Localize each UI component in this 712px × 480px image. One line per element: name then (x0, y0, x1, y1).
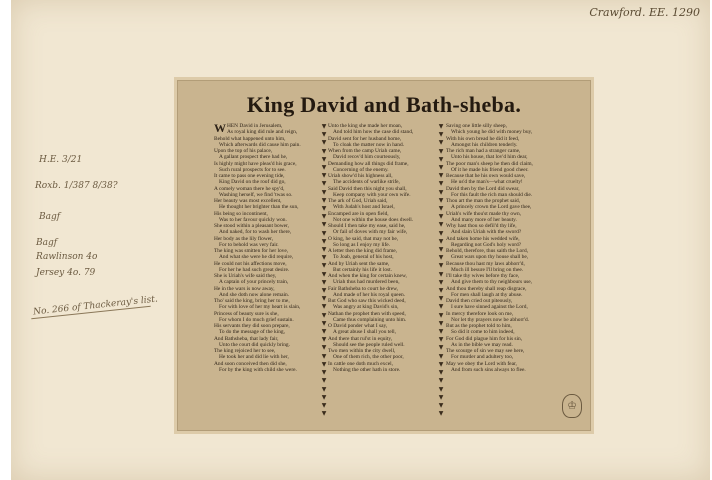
verse-line: Such rural prospects for to see. (219, 166, 286, 173)
verse-line: For murder and adultery too, (451, 354, 514, 361)
verse-line: His being so incontinent, (214, 210, 268, 217)
margin-note-he: H.E. 3/21 (39, 155, 83, 165)
verse-line: Should see the people ruled well. (333, 341, 405, 348)
ornament-glyph: ▼ (321, 352, 327, 360)
verse-line: The rich man had a stranger came, (446, 148, 521, 154)
ornament-glyph: ▼ (321, 385, 327, 393)
verse-line: Nothing the other hath in store. (333, 366, 401, 373)
ornament-glyph: ▼ (438, 205, 444, 213)
verse-line: Tho' said the king, bring her to me, (214, 298, 290, 304)
ornament-glyph: ▼ (321, 180, 327, 188)
ornament-glyph: ▼ (438, 410, 444, 418)
ornament-glyph: ▼ (321, 393, 327, 401)
ornament-glyph: ▼ (321, 410, 327, 418)
verse-line: Came thus complaining unto him. (333, 316, 407, 323)
verse-line: Nor let thy prayers now be abhorr'd. (451, 316, 530, 323)
verse-line: Nathan the prophet then with speed, (328, 310, 406, 317)
ornament-glyph: ▼ (321, 237, 327, 245)
ornament-glyph: ▼ (321, 360, 327, 368)
verse-line: David then by the Lord did swear, (446, 185, 520, 192)
verse-line: She stood within a pleasant bower, (214, 223, 289, 229)
verse-line: Her body as the lily flower, (214, 235, 274, 242)
verse-line: Of it he made his friend good cheer. (451, 166, 529, 173)
ornament-glyph: ▼ (321, 172, 327, 180)
ornament-glyph: ▼ (321, 328, 327, 336)
verse-line: He took her and did lie with her, (219, 354, 289, 361)
verse-line: Two men within the city dwell, (328, 348, 396, 354)
ornament-glyph: ▼ (438, 401, 444, 409)
ornament-glyph: ▼ (438, 123, 444, 130)
ornament-glyph: ▼ (321, 213, 327, 221)
ornament-glyph: ▼ (321, 229, 327, 237)
verse-line: With Judah's host and Israel, (333, 204, 395, 211)
verse-line: Fair Bathsheba to court he drew, (328, 285, 399, 292)
ornament-glyph: ▼ (438, 344, 444, 352)
ornament-glyph: ▼ (321, 155, 327, 163)
verse-line: Uriah thus had murdered been, (333, 279, 400, 286)
verse-line: And what she were he did require, (219, 254, 294, 261)
verse-line: For to behold was very fair. (219, 241, 279, 248)
verse-line: And by Uriah sent the same, (328, 260, 390, 267)
verse-line: For whom I do much grief sustain. (219, 316, 294, 323)
verse-line: But God who saw this wicked deed, (328, 298, 406, 304)
verse-line: Great wars upon thy house shall be, (451, 254, 529, 261)
verse-line: A princely crown the Lord gave thee, (451, 204, 532, 211)
verse-line: A comely woman there he spy'd, (214, 185, 285, 192)
ornament-glyph: ▼ (321, 147, 327, 155)
ornament-glyph: ▼ (438, 360, 444, 368)
ornament-glyph: ▼ (438, 328, 444, 336)
verse-line: The accidents of warlike strife, (333, 179, 400, 186)
verse-line: In cattle one doth much excel, (328, 360, 393, 367)
margin-note-rawlinson: Rawlinson 4o (36, 252, 98, 262)
verse-line: Princess of beauty sure is she, (214, 310, 279, 317)
ornament-glyph: ▼ (321, 246, 327, 254)
ornament-glyph: ▼ (438, 221, 444, 229)
ornament-glyph: ▼ (438, 155, 444, 163)
verse-line: Upon the top of his palace, (214, 148, 273, 154)
verse-line: Because thou hast my laws abhorr'd, (446, 260, 525, 267)
verse-line: May we obey the Lord with fear, (446, 360, 517, 367)
verse-line: O king, he said, that may not be, (328, 235, 399, 242)
ornament-divider-1 (320, 123, 328, 421)
verse-line: Is highly might have pleas'd his grace, (214, 160, 297, 167)
ornament-glyph: ▼ (321, 369, 327, 377)
ornament-glyph: ▼ (438, 147, 444, 155)
ornament-glyph: ▼ (438, 131, 444, 139)
verse-line: To cloak the matter now in hand. (333, 141, 405, 148)
ornament-glyph: ▼ (438, 311, 444, 319)
verse-line: And soon conceived then did she, (214, 360, 287, 367)
verse-line: Unto his house, that lov'd him dear, (451, 154, 528, 161)
margin-note-jersey: Jersey 4o. 79 (36, 268, 96, 278)
verse-line: A captain of your princely train, (219, 279, 289, 286)
ornament-glyph: ▼ (321, 287, 327, 295)
verse-line: And taken home his wedded wife, (446, 235, 520, 242)
ornament-glyph: ▼ (321, 303, 327, 311)
verse-line: The king was smitten for her love, (214, 248, 289, 254)
verse-line: Unto the court did quickly bring. (219, 341, 290, 348)
verse-line: And when the king for certain knew, (328, 273, 407, 279)
ornament-glyph: ▼ (438, 352, 444, 360)
ornament-glyph: ▼ (438, 188, 444, 196)
verse-line: Regarding not God's holy word? (451, 241, 522, 248)
verse-line: Concerning of the enemy. (333, 166, 389, 173)
ornament-glyph: ▼ (438, 377, 444, 385)
verse-line: He could not his affections move, (214, 260, 287, 267)
ornament-glyph: ▼ (438, 246, 444, 254)
ornament-glyph: ▼ (321, 295, 327, 303)
ornament-glyph: ▼ (438, 385, 444, 393)
verse-line: So did it come to him indeed, (451, 329, 515, 336)
verse-line: Which afterwards did cause him pain. (219, 141, 301, 148)
verse-line: Should I then take my ease, said he, (328, 223, 406, 229)
verse-line: Keep company with your own wife. (333, 191, 411, 198)
ornament-glyph: ▼ (438, 139, 444, 147)
verse-line: And many more of her beauty. (451, 216, 517, 223)
verse-line: O David ponder what I say, (328, 323, 388, 329)
ornament-glyph: ▼ (321, 196, 327, 204)
ornament-glyph: ▼ (321, 319, 327, 327)
verse-line: Thou art the man the prophet said, (446, 198, 521, 204)
verse-column-1 (214, 123, 324, 423)
verse-line: Her beauty was most excellent, (214, 198, 282, 204)
verse-line: He thought her brighter than the sun, (219, 204, 299, 211)
verse-line: As in the bible we may read. (451, 341, 513, 348)
verse-line: To do the message of the king, (219, 329, 285, 336)
margin-note-thackeray: No. 266 of Thackeray's list. (32, 294, 159, 318)
verse-column-3 (446, 123, 566, 423)
verse-line: Encamped are in open field, (328, 210, 389, 217)
verse-line: And from such sins always to flee. (451, 366, 526, 373)
verse-line: So long as I enjoy my life. (333, 241, 391, 248)
ornament-glyph: ▼ (321, 205, 327, 213)
verse-line: And Bathsheba, that lady fair, (214, 335, 279, 342)
ornament-glyph: ▼ (438, 237, 444, 245)
verse-line: I'll take thy wives before thy face, (446, 273, 520, 279)
margin-note-roxb: Roxb. 1/387 8/38? (35, 181, 118, 191)
ornament-glyph: ▼ (438, 287, 444, 295)
ornament-glyph: ▼ (321, 164, 327, 172)
verse-line: His servants they did soon prepare, (214, 323, 290, 329)
verse-line: Saving one little silly sheep, (446, 123, 507, 129)
ornament-glyph: ▼ (438, 303, 444, 311)
margin-note-bagf: Bagf (39, 212, 61, 222)
verse-line: Was angry at king David's sin, (333, 304, 399, 311)
verse-line: For with love of her my heart is slain, (219, 304, 301, 311)
verse-line: And told him how the case did stand, (333, 129, 414, 136)
verse-line: For her he had such great desire. (219, 266, 290, 273)
ornament-glyph: ▼ (438, 369, 444, 377)
ornament-glyph: ▼ (438, 180, 444, 188)
ornament-glyph: ▼ (321, 254, 327, 262)
verse-line: For men shall laugh at thy abuse. (451, 291, 523, 298)
ornament-glyph: ▼ (321, 278, 327, 286)
ornament-glyph: ▼ (321, 188, 327, 196)
ornament-glyph: ▼ (321, 221, 327, 229)
ornament-glyph: ▼ (438, 319, 444, 327)
crest-stamp-icon: ♔ (562, 394, 582, 418)
verse-line: The poor man's sheep he then did claim, (446, 160, 533, 167)
verse-line: And there that rul'st in equity, (328, 335, 393, 342)
verse-line: The ark of God, Uriah said, (328, 198, 388, 204)
broadside-print (177, 80, 591, 431)
verse-line: To Joab, general of his host, (333, 254, 394, 261)
verse-line: Why hast thou so defil'd thy life, (446, 223, 517, 229)
ornament-glyph: ▼ (438, 336, 444, 344)
ornament-glyph: ▼ (321, 262, 327, 270)
verse-line: But certainly his life it lost. (333, 266, 392, 273)
verse-line: Or fail of doves with my fair wife, (333, 229, 408, 236)
verse-line: Amongst his children tenderly. (451, 141, 518, 148)
verse-line: Not one within the house does dwell. (333, 216, 414, 223)
verse-line: For God did plague him for his sin, (446, 335, 523, 342)
ornament-glyph: ▼ (321, 270, 327, 278)
verse-line: And made of her his royal queen. (333, 291, 406, 298)
ornament-glyph: ▼ (438, 295, 444, 303)
ornament-glyph: ▼ (321, 377, 327, 385)
verse-line: And slain Uriah with the sword? (451, 229, 522, 236)
verse-line: Because that he his own would save, (446, 173, 526, 179)
paper-sheet (11, 0, 710, 480)
ornament-glyph: ▼ (321, 131, 327, 139)
verse-line: When from the camp Uriah came, (328, 148, 402, 154)
verse-line: David then cried out piteously, (446, 298, 513, 304)
verse-line: David recov'd him courteously, (333, 154, 401, 161)
ornament-glyph: ▼ (438, 254, 444, 262)
verse-line: She is Uriah's wife said they, (214, 273, 277, 279)
verse-line: It came to pass one evening tide, (214, 173, 285, 179)
verse-line: Washing herself, we find 'twas so. (219, 191, 293, 198)
verse-line: A gallant prospect there had he, (219, 154, 288, 161)
verse-line: And give them to thy neighbours use, (451, 279, 532, 286)
verse-line: A great abuse I shall you tell, (333, 329, 397, 336)
ornament-glyph: ▼ (438, 393, 444, 401)
ornament-glyph: ▼ (438, 262, 444, 270)
verse-line: King David on the roof did go, (219, 179, 286, 186)
verse-line: Behold, therefore, thus saith the Lord, (446, 248, 529, 254)
verse-line: With his own bread he did it feed, (446, 135, 520, 142)
ornament-glyph: ▼ (321, 311, 327, 319)
verse-line: But as the prophet told to him, (446, 323, 512, 329)
verse-line: A letter then the king did frame, (328, 248, 398, 254)
verse-line: Behold what happened unto him, (214, 135, 286, 142)
ornament-glyph: ▼ (438, 270, 444, 278)
verse-line: And thou thereby shall reap disgrace, (446, 285, 527, 292)
verse-line: He us'd the man's—what cruelty! (451, 179, 523, 186)
shelfmark-annotation: Crawford. EE. 1290 (589, 6, 700, 19)
ornament-glyph: ▼ (321, 336, 327, 344)
ornament-glyph: ▼ (321, 139, 327, 147)
verse-line: He in the wars is now away, (214, 285, 275, 292)
ornament-glyph: ▼ (321, 344, 327, 352)
verse-line: WHEN David in Jerusalem, (214, 123, 283, 135)
ornament-glyph: ▼ (438, 213, 444, 221)
verse-line: David sent for her husband home, (328, 135, 402, 142)
ornament-glyph: ▼ (438, 229, 444, 237)
broadside-title: King David and Bath-sheba. (246, 92, 522, 117)
ornament-glyph: ▼ (438, 164, 444, 172)
margin-note-bagf-2: Bagf (36, 238, 58, 248)
verse-line: The king rejoiced her to see, (214, 348, 276, 354)
ornament-glyph: ▼ (438, 196, 444, 204)
verse-line: Uriah's wife thou'st made thy own, (446, 210, 522, 217)
verse-line: Unto the king she made her moan, (328, 123, 403, 129)
ornament-divider-2 (437, 123, 445, 421)
verse-line: As royal king did rule and reign, (227, 129, 298, 136)
verse-line: For this fault the rich man should die. (451, 191, 533, 198)
verse-line: The scourge of sin we may see here, (446, 348, 525, 354)
verse-line: I sure have sinned against the Lord, (451, 304, 528, 311)
verse-line: Was to her favour quickly won. (219, 216, 287, 223)
verse-line: Uriah show'd his highness all, (328, 173, 393, 179)
ornament-glyph: ▼ (321, 401, 327, 409)
verse-column-2 (328, 123, 440, 423)
verse-line: And naked, for to wash her there, (219, 229, 292, 236)
verse-line: Demanding how all things did frame, (328, 160, 409, 167)
verse-line: One of them rich, the other poor, (333, 354, 404, 361)
verse-line: And she doth now alone remain. (219, 291, 290, 298)
ornament-glyph: ▼ (438, 172, 444, 180)
verse-line: Much ill besure I'll bring on thee. (451, 266, 524, 273)
verse-line: In mercy therefore look on me, (446, 310, 514, 317)
verse-line: For by the king with child she were. (219, 366, 297, 373)
ornament-glyph: ▼ (438, 278, 444, 286)
ornament-glyph: ▼ (321, 123, 327, 130)
verse-line: Which young he did with money buy, (451, 129, 533, 136)
verse-line: Said David then this night you shall, (328, 185, 407, 192)
